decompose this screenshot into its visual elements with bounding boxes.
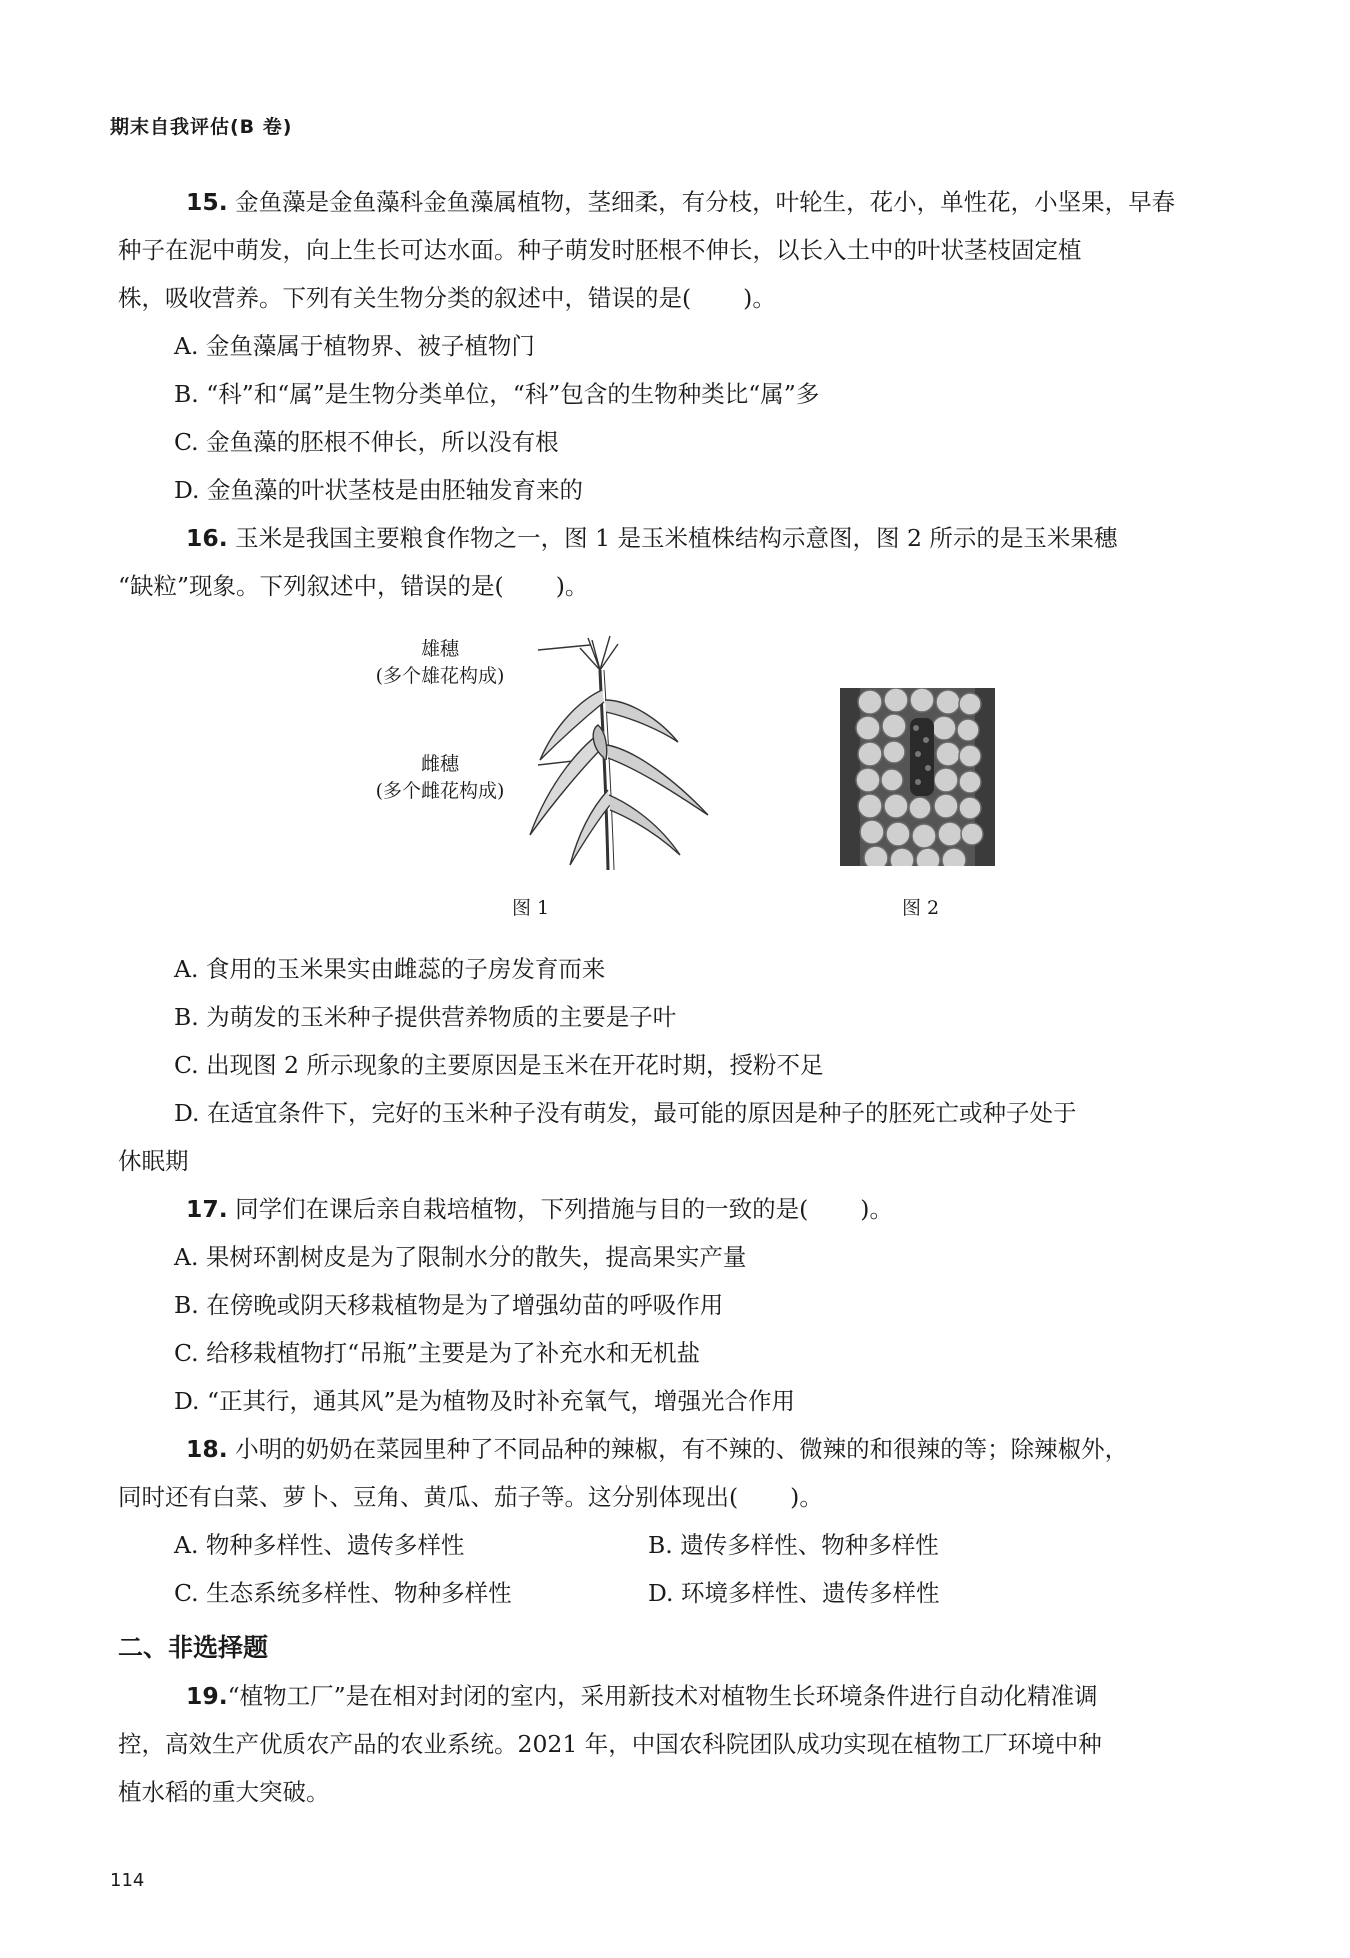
question-15-line-3: 株，吸收营养。下列有关生物分类的叙述中，错误的是( )。	[118, 284, 776, 312]
question-17-option-d: D. “正其行，通其风”是为植物及时补充氧气，增强光合作用	[174, 1387, 795, 1415]
question-16-line-2: “缺粒”现象。下列叙述中，错误的是( )。	[118, 572, 589, 600]
question-16-options	[118, 945, 1240, 1185]
figure-1-caption: 图 1	[512, 897, 550, 919]
question-15-option-b: B. “科”和“属”是生物分类单位，“科”包含的生物种类比“属”多	[174, 380, 820, 408]
question-17-number: 17.	[186, 1195, 228, 1223]
figure-1-label-tassel: 雄穗	[420, 638, 459, 660]
question-15-option-c: C. 金鱼藻的胚根不伸长，所以没有根	[174, 428, 559, 456]
question-16-line-1: 16. 玉米是我国主要粮食作物之一，图 1 是玉米植株结构示意图，图 2 所示的是玉米果穗	[186, 524, 1118, 552]
question-19-line-2: 控，高效生产优质农产品的农业系统。2021 年，中国农科院团队成功实现在植物工厂环境中种	[118, 1730, 1102, 1758]
page-header: 期末自我评估(B 卷)	[110, 116, 293, 138]
question-17-option-c: C. 给移栽植物打“吊瓶”主要是为了补充水和无机盐	[174, 1339, 701, 1367]
question-16-number: 16.	[186, 524, 228, 552]
question-18-line-2: 同时还有白菜、萝卜、豆角、黄瓜、茄子等。这分别体现出( )。	[118, 1483, 823, 1511]
page-number: 114	[110, 1870, 145, 1891]
question-18-options-row-2	[118, 1569, 1240, 1617]
question-17	[118, 1185, 1240, 1425]
question-19-line-1: 19.“植物工厂”是在相对封闭的室内，采用新技术对植物生长环境条件进行自动化精准调	[186, 1682, 1098, 1710]
question-16-option-b: B. 为萌发的玉米种子提供营养物质的主要是子叶	[174, 1003, 677, 1031]
question-19-line-3: 植水稻的重大突破。	[118, 1778, 330, 1806]
leader-line-tassel	[538, 645, 590, 650]
question-17-line-1: 17. 同学们在课后亲自栽培植物，下列措施与目的一致的是( )。	[186, 1195, 893, 1223]
figure-1-label-tassel-note: (多个雄花构成)	[375, 665, 505, 687]
question-15-option-d: D. 金鱼藻的叶状茎枝是由胚轴发育来的	[174, 476, 583, 504]
question-18-option-c: C. 生态系统多样性、物种多样性	[174, 1579, 512, 1607]
figure-1-label-ear: 雌穗	[420, 753, 459, 775]
question-16-option-d: D. 在适宜条件下，完好的玉米种子没有萌发，最可能的原因是种子的胚死亡或种子处于	[174, 1099, 1077, 1127]
question-17-option-b: B. 在傍晚或阴天移栽植物是为了增强幼苗的呼吸作用	[174, 1291, 724, 1319]
question-18-option-b: B. 遗传多样性、物种多样性	[648, 1531, 939, 1559]
section-title: 二、非选择题	[118, 1633, 269, 1662]
question-17-option-a: A. 果树环割树皮是为了限制水分的散失，提高果实产量	[174, 1243, 747, 1271]
question-19-number: 19.	[186, 1682, 228, 1710]
figure-2-corn-ear-photo	[840, 688, 995, 866]
question-15	[118, 178, 1240, 514]
figure-1-label-ear-note: (多个雌花构成)	[375, 780, 505, 802]
question-18-line-1: 18. 小明的奶奶在菜园里种了不同品种的辣椒，有不辣的、微辣的和很辣的等；除辣椒外，	[186, 1435, 1129, 1463]
question-15-option-a: A. 金鱼藻属于植物界、被子植物门	[174, 332, 535, 360]
question-18	[118, 1425, 1240, 1617]
question-16-option-c: C. 出现图 2 所示现象的主要原因是玉米在开花时期，授粉不足	[174, 1051, 824, 1079]
question-18-option-a: A. 物种多样性、遗传多样性	[174, 1531, 465, 1559]
question-16	[118, 514, 1240, 610]
question-18-option-d: D. 环境多样性、遗传多样性	[648, 1579, 940, 1607]
question-18-number: 18.	[186, 1435, 228, 1463]
question-19	[118, 1672, 1240, 1816]
question-15-line-1: 15. 金鱼藻是金鱼藻科金鱼藻属植物，茎细柔，有分枝，叶轮生，花小，单性花，小坚果，早春	[186, 188, 1176, 216]
figure-1-corn-plant	[510, 630, 710, 880]
question-16-option-a: A. 食用的玉米果实由雌蕊的子房发育而来	[174, 955, 606, 983]
question-15-number: 15.	[186, 188, 228, 216]
question-16-option-d-continued: 休眠期	[118, 1147, 189, 1175]
question-15-line-2: 种子在泥中萌发，向上生长可达水面。种子萌发时胚根不伸长，以长入土中的叶状茎枝固定植	[118, 236, 1082, 264]
question-18-options-row-1	[118, 1521, 1240, 1569]
figure-2-caption: 图 2	[902, 897, 940, 919]
